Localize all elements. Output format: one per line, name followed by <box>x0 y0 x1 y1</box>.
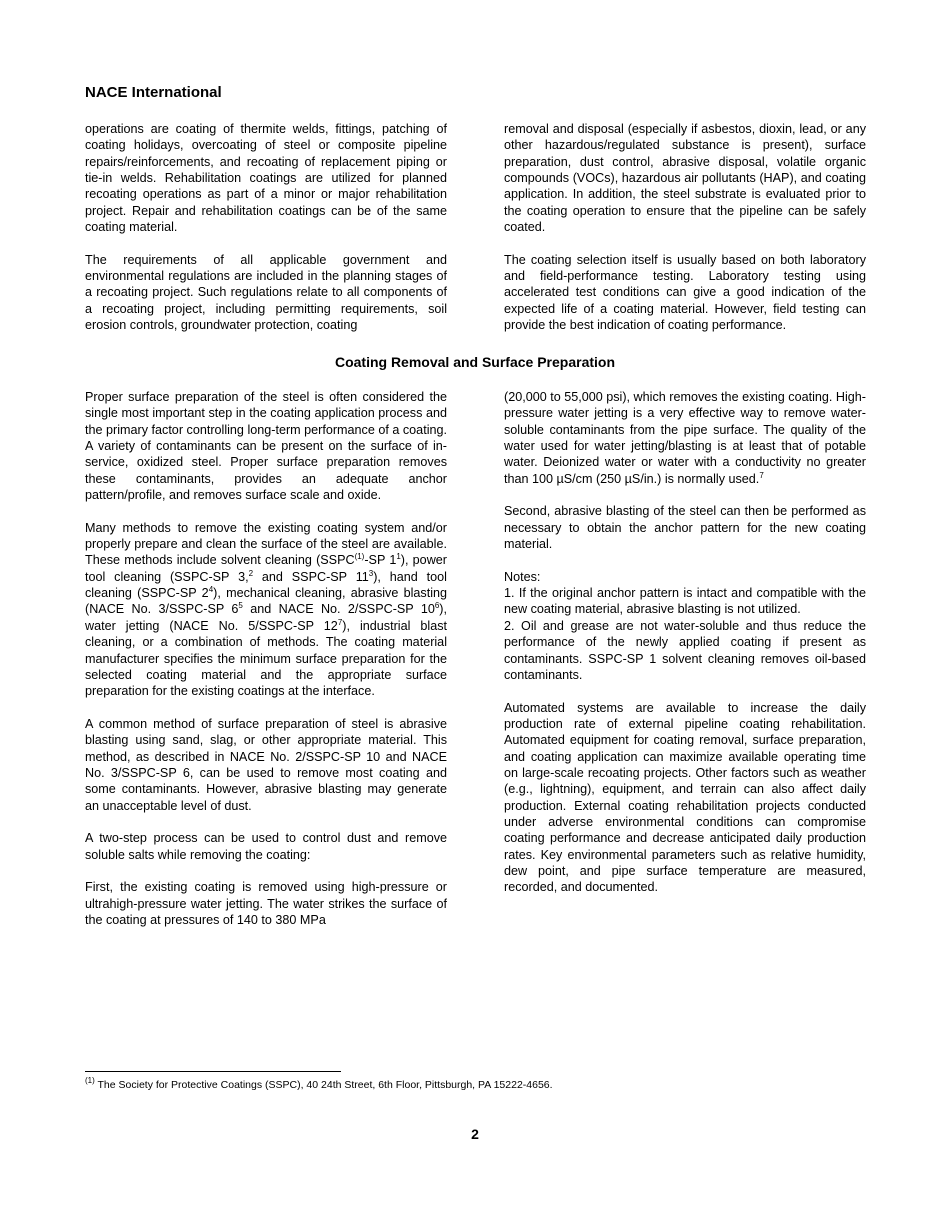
reference-number: 7 <box>337 617 343 627</box>
paragraph: operations are coating of thermite welds, fittings, patching of coating holidays, overcoating of steel or composite pipeline repairs/reinforcements, and recoating of replacement piping or tie-in welds. Rehabilitation coatings are utilized for planned recoating operations as part of a minor or major rehabilitation project. Repair and rehabilitation coatings can be of the same coating material. <box>85 122 447 235</box>
paragraph-methods <box>85 520 447 700</box>
paragraph: The coating selection itself is usually based on both laboratory and field-performance testing. Laboratory testing using accelerated test conditions can give a good indication of the expected life of a coating material. However, field testing can provide the best indication of coating performance. <box>504 252 866 333</box>
reference-number: 3 <box>368 568 374 578</box>
text-run: and NACE No. 2/SSPC-SP 10 <box>242 602 435 617</box>
reference-number: 5 <box>238 601 243 611</box>
note-item: 1. If the original anchor pattern is intact and compatible with the new coating material, abrasive blasting is not utilized. <box>504 586 866 617</box>
note-item: 2. Oil and grease are not water-soluble and thus reduce the performance of the newly applied coating if present as contaminants. SSPC-SP 1 solvent cleaning removes oil-based contaminants. <box>504 618 866 682</box>
top-right-column <box>504 121 866 350</box>
paragraph: First, the existing coating is removed using high-pressure or ultrahigh-pressure water jetting. The water strikes the surface of the coating at pressures of 140 to 380 MPa <box>85 880 447 927</box>
left-column <box>85 389 447 945</box>
footnote-text: The Society for Protective Coatings (SSPC), 40 24th Street, 6th Floor, Pittsburgh, PA 15222-4656. <box>94 1079 553 1091</box>
paragraph: Proper surface preparation of the steel is often considered the single most important step in the coating application process and the primary factor controlling long-term performance of a coating. A variety of contaminants can be present on the surface of in-service, oxidized steel. Proper surface preparation removes these contaminants, provides an adequate anchor pattern/profile, and removes surface scale and oxide. <box>85 390 447 503</box>
reference-number: 2 <box>248 568 254 578</box>
paragraph: removal and disposal (especially if asbestos, dioxin, lead, or any other hazardous/regulated substance is present), surface preparation, dust control, abrasive disposal, volatile organic compounds (VOCs), hazardous air pollutants (HAP), and coating application. In addition, the steel substrate is evaluated prior to the coating operation to ensure that the pipeline can be safely coated. <box>504 122 866 235</box>
paragraph: Automated systems are available to increase the daily production rate of external pipeline coating rehabilitation. Automated equipment for coating removal, surface preparation, and coating application can maximize available operating time on large-scale recoating projects. Other factors such as weather (e.g., lightning), equipment, and terrain can also affect daily production. External coating rehabilitation projects conducted under adverse environmental conditions can compromise coating performance and decrease anticipated daily production rates. Key environmental parameters such as relative humidity, dew point, and pipe surface temperature are measured, recorded, and documented. <box>504 700 866 895</box>
page-number: 2 <box>471 1126 479 1142</box>
text-run: -SP 1 <box>364 553 397 568</box>
text-run: ), power tool cleaning (SSPC-SP 3, <box>85 553 447 584</box>
paragraph: The requirements of all applicable government and environmental regulations are included in the planning stages of a recoating project. Such regulations relate to all components of a recoating project, including permitting requirements, soil erosion controls, groundwater protection, coating <box>85 252 447 333</box>
reference-number: 1 <box>396 552 401 562</box>
footnote-ref: (1) <box>354 552 365 562</box>
reference-number: 4 <box>208 585 214 595</box>
text-run: ), water jetting (NACE No. 5/SSPC-SP 12 <box>85 602 447 633</box>
paragraph <box>504 389 866 487</box>
top-left-column <box>85 121 447 350</box>
text-run: and SSPC-SP 11 <box>253 569 369 584</box>
text-run: ), industrial blast cleaning, or a combination of methods. The coating material manufacturer specifies the minimum surface preparation for the selected coating material and the appropriate surface preparation for the existing coatings at the interface. <box>85 618 448 699</box>
footnote-marker: (1) <box>85 1076 95 1085</box>
paragraph: Second, abrasive blasting of the steel can then be performed as necessary to obtain the anchor pattern for the new coating material. <box>504 504 866 552</box>
text-run: ), mechanical cleaning, abrasive blasting (NACE No. 3/SSPC-SP 6 <box>85 586 448 617</box>
paragraph: A two-step process can be used to control dust and remove soluble salts while removing the coating: <box>85 831 447 862</box>
footnote <box>85 1076 553 1091</box>
text-run: Many methods to remove the existing coating system and/or properly prepare and clean the surface of the steel are available. These methods include solvent cleaning (SSPC <box>85 520 447 568</box>
paragraph: A common method of surface preparation of steel is abrasive blasting using sand, slag, or other appropriate material. This method, as described in NACE No. 2/SSPC-SP 10 and NACE No. 3/SSPC-SP 6, can be used to remove most coating and some contaminants. However, abrasive blasting may generate an unacceptable level of dust. <box>85 716 447 813</box>
running-header: NACE International <box>85 84 222 101</box>
right-column <box>504 389 866 912</box>
text-run: ), hand tool cleaning (SSPC-SP 2 <box>85 569 447 601</box>
reference-number: 7 <box>759 470 764 480</box>
text-run: (20,000 to 55,000 psi), which removes the existing coating. High-pressure water jetting is a very effective way to remove water-soluble contaminants from the pipe surface. The quality of the water used for water jetting/blasting is at least that of potable water. Deionized water or water with a conductivity no greater than 100 µS/cm (250 µS/in.) is normally used. <box>504 390 866 486</box>
section-heading: Coating Removal and Surface Preparation <box>334 354 616 370</box>
notes-title: Notes: <box>504 569 541 584</box>
footnote-divider <box>85 1071 341 1072</box>
reference-number: 6 <box>434 601 440 611</box>
